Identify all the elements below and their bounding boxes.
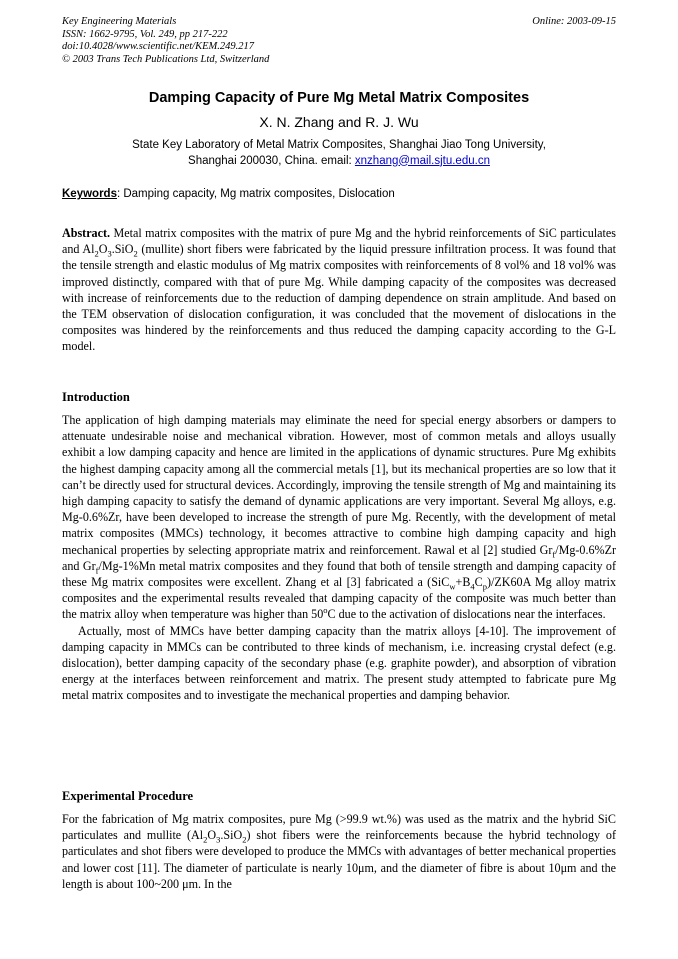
subscript: 2 bbox=[203, 834, 208, 845]
abstract-label: Abstract. bbox=[62, 226, 111, 240]
issn-line: ISSN: 1662-9795, Vol. 249, pp 217-222 bbox=[62, 28, 228, 40]
subscript: 3 bbox=[107, 248, 112, 259]
copyright-line: © 2003 Trans Tech Publications Ltd, Switzerland bbox=[62, 53, 270, 65]
subscript: 2 bbox=[242, 834, 247, 845]
abstract-paragraph bbox=[62, 225, 616, 355]
doi-line: doi:10.4028/www.scientific.net/KEM.249.217 bbox=[62, 41, 254, 52]
subscript: f bbox=[552, 549, 556, 560]
keywords-label: Keywords bbox=[62, 188, 117, 200]
subscript: p bbox=[482, 581, 487, 592]
abstract-text: (mullite) short fibers were fabricated by the liquid pressure infiltration process. It was found that the tensile strength and elastic modulus of Mg matrix composites with reinforcements of 8 vol% and 18 vol% was improved distinctly, compared with that of pure Mg. While damping capacity of the composites was decreased with increase of reinforcements due to the reduction of damping dependence on strain amplitude. And based on the TEM observation of dislocation configuration, it was concluded that the movement of dislocations in the composites was hindered by the reinforcements and thus reduced the damping capacity according to the G-L model. bbox=[62, 242, 616, 354]
superscript: o bbox=[323, 605, 328, 616]
experimental-paragraph-1 bbox=[62, 811, 616, 892]
introduction-body bbox=[62, 412, 616, 704]
journal-name: Key Engineering Materials bbox=[62, 16, 177, 27]
body-text: /Mg-1%Mn metal matrix composites and they found that both of tensile strength and damping capacity of these Mg matrix composites were excellent. Zhang et al [3] fabricated a (SiC bbox=[62, 558, 616, 590]
body-text: O bbox=[207, 828, 217, 843]
keywords-text: : Damping capacity, Mg matrix composites, Dislocation bbox=[116, 188, 395, 200]
subscript: f bbox=[95, 565, 99, 576]
paper-authors: X. N. Zhang and R. J. Wu bbox=[259, 114, 419, 130]
affiliation bbox=[62, 138, 616, 169]
email-link[interactable]: xnzhang@mail.sjtu.edu.cn bbox=[354, 154, 490, 167]
abstract-text: Metal matrix composites with the matrix of pure Mg and the hybrid reinforcements of SiC particulates and Al bbox=[62, 226, 616, 257]
introduction-paragraph-2: Actually, most of MMCs have better damping capacity than the matrix alloys [4-10]. The improvement of damping capacity in MMCs can be contributed to three kinds of mechanism, i.e. increasing crystal defect (e.g. dislocation), better damping capacity of the secondary phase (e.g. graphite powder), and absorption of vibration energy at the interfaces between reinforcement and matrix. The present study attempted to fabricate pure Mg metal matrix composites and to investigate the mechanical properties and damping behavior. bbox=[62, 623, 616, 703]
subscript: w bbox=[449, 581, 456, 592]
subscript: 3 bbox=[216, 834, 221, 845]
body-text: C due to the activation of dislocations near the interfaces. bbox=[327, 607, 606, 622]
body-text: )/ZK60A Mg alloy matrix composites and the experimental results revealed that damping capacity of the composite was much better than the matrix alloy when temperature was higher than 50 bbox=[62, 575, 616, 622]
affiliation-line-2 bbox=[62, 154, 616, 170]
journal-header bbox=[62, 16, 269, 66]
body-text: C bbox=[474, 575, 483, 590]
body-text: ) shot fibers were the reinforcements because the hybrid technology of particulates and shot fibers were developed to produce the MMCs with advantages of better mechanical properties and lower cost [11]. The diameter of particulate is nearly 10μm, and the diameter of fibre is about 10μm and the length is about 100~200 μm. In the bbox=[62, 828, 616, 891]
affiliation-address: Shanghai 200030, China. email: bbox=[188, 154, 355, 167]
subscript: 4 bbox=[470, 581, 475, 592]
affiliation-line-1: State Key Laboratory of Metal Matrix Composites, Shanghai Jiao Tong University, bbox=[132, 139, 546, 151]
body-text: /Mg-0.6%Zr and Gr bbox=[62, 542, 616, 573]
keywords-line bbox=[62, 188, 616, 200]
subscript: 2 bbox=[94, 248, 99, 259]
experimental-body bbox=[62, 811, 616, 892]
body-text: +B bbox=[455, 575, 471, 590]
paper-title: Damping Capacity of Pure Mg Metal Matrix Composites bbox=[148, 90, 530, 106]
body-text: For the fabrication of Mg matrix composites, pure Mg (>99.9 wt.%) was used as the matrix and the hybrid SiC particulates and mullite (Al bbox=[62, 812, 616, 843]
abstract-text: O bbox=[98, 242, 108, 257]
experimental-heading: Experimental Procedure bbox=[62, 789, 194, 803]
introduction-heading: Introduction bbox=[62, 390, 130, 404]
subscript: 2 bbox=[133, 248, 138, 259]
introduction-paragraph-1 bbox=[62, 412, 616, 623]
body-text: .SiO bbox=[220, 828, 243, 843]
online-date: Online: 2003-09-15 bbox=[532, 16, 616, 27]
abstract-text: .SiO bbox=[111, 242, 134, 257]
body-text: The application of high damping materials may eliminate the need for special energy absorbers or dampers to attenuate undesirable noise and mechanical vibration. However, most of common metals and alloys usually exhibit a low damping capacity and hence are limited in the applications of dynamic structures. Pure Mg exhibits the highest damping capacity among all the commercial metals [1], but its mechanical properties are so low that it can’t be directly used for structural devices. Accordingly, improving the tensile strength of Mg and maintaining its high damping capacity to satisfy the demand of dynamic applications are very important. Several Mg alloys, e.g. Mg-0.6%Zr, have been developed to increase the strength of pure Mg. Recently, with the development of metal matrix composites (MMCs) technology, it becomes attractive to combine high damping capacity and high mechanical properties by selecting appropriate matrix and reinforcement. Rawal et al [2] studied Gr bbox=[62, 413, 616, 557]
